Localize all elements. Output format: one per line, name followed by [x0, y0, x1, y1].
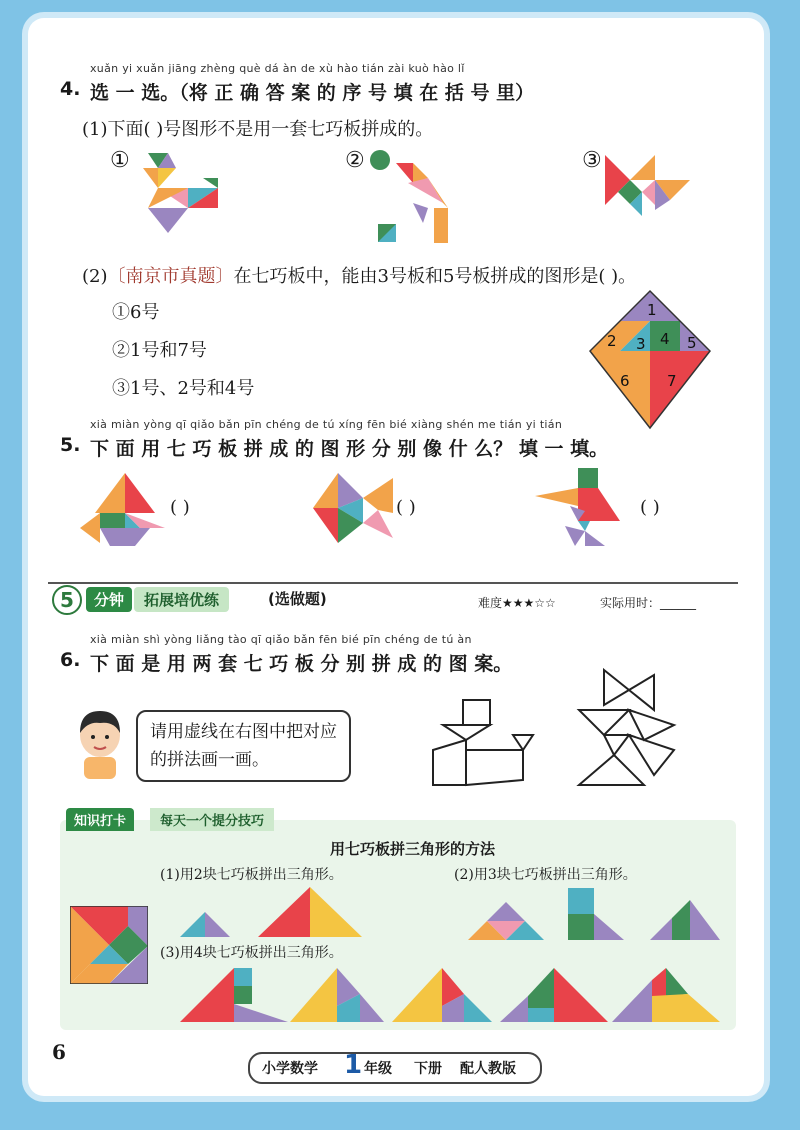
q5-number: 5.: [60, 434, 81, 456]
q4-number: 4.: [60, 78, 81, 100]
q5-blank-2[interactable]: ( ): [396, 497, 416, 518]
boy-avatar: [70, 705, 130, 780]
q4-label-2: ②: [345, 148, 365, 173]
section-time[interactable]: 实际用时：______: [600, 596, 697, 610]
q5-figure-boat: [80, 468, 170, 550]
q5-blank-1[interactable]: ( ): [170, 497, 190, 518]
footer-grade-text: 年级: [364, 1061, 392, 1077]
q4-option-3: ③1号、2号和4号: [112, 378, 255, 399]
tips-tri-4a: [180, 966, 288, 1022]
tips-line-1: (1)用2块七巧板拼出三角形。: [160, 867, 343, 883]
diagram-label-7: 7: [667, 372, 677, 390]
section-label-optional: (选做题): [268, 590, 327, 608]
tips-tab-sub: 每天一个提分技巧: [150, 808, 274, 831]
section-rule: [48, 582, 738, 585]
q4-sub2: [82, 262, 636, 288]
q4-sub2-text: 在七巧板中，能由3号板和5号板拼成的图形是( )。: [233, 266, 637, 287]
tips-tri-3b: [568, 888, 624, 940]
tips-tangram-square: [70, 906, 148, 984]
diagram-label-6: 6: [620, 372, 630, 390]
section-difficulty: 难度★★★☆☆: [478, 596, 556, 610]
tips-title: 用七巧板拼三角形的方法: [330, 840, 496, 858]
diagram-label-1: 1: [647, 301, 657, 319]
tips-tri-4e: [612, 966, 720, 1022]
q4-label-3: ③: [582, 148, 602, 173]
tips-tri-2b: [258, 886, 362, 938]
tips-tri-4d: [500, 966, 608, 1022]
q6-title: 下 面 是 用 两 套 七 巧 板 分 别 拼 成 的 图 案。: [90, 653, 513, 675]
section-label-title: 拓展培优练: [134, 587, 229, 612]
tips-line-2: (2)用3块七巧板拼出三角形。: [454, 867, 637, 883]
q5-figure-fish: [308, 468, 398, 548]
tips-tri-4c: [392, 966, 492, 1022]
footer-term: 下册: [414, 1061, 442, 1077]
page-number: 6: [52, 1040, 66, 1064]
tips-tri-2a: [180, 910, 230, 938]
q4-sub1: (1)下面( )号图形不是用一套七巧板拼成的。: [82, 119, 434, 140]
bubble-line-1: 请用虚线在右图中把对应: [150, 722, 337, 742]
q6-outline-figure[interactable]: [574, 665, 684, 790]
q6-pinyin: xià miàn shì yòng liǎng tào qī qiǎo bǎn fēn bié pīn chéng de tú àn: [90, 633, 472, 646]
diagram-label-5: 5: [687, 334, 697, 352]
q5-blank-3[interactable]: ( ): [640, 497, 660, 518]
tips-tri-3a: [468, 902, 544, 940]
section-label-minutes: 分钟: [86, 587, 132, 612]
tips-line-3: (3)用4块七巧板拼出三角形。: [160, 945, 343, 961]
q5-title: 下 面 用 七 巧 板 拼 成 的 图 形 分 别 像 什 么？ 填 一 填。: [90, 438, 609, 460]
q4-figure-2: [368, 148, 458, 248]
tips-tri-3c: [650, 900, 720, 940]
diagram-label-2: 2: [607, 332, 617, 350]
q4-sub2-tag: 〔南京市真题〕: [107, 266, 234, 287]
q4-option-1: ①6号: [112, 302, 160, 323]
q5-figure-bird: [530, 466, 630, 548]
bubble-line-2: 的拼法画一画。: [150, 750, 269, 770]
section-badge: 5: [52, 585, 82, 615]
tips-tab-main: 知识打卡: [66, 808, 134, 831]
q4-sub2-prefix: (2): [82, 266, 108, 287]
diagram-label-4: 4: [660, 330, 670, 348]
footer-grade-number: 1: [344, 1050, 363, 1080]
footer-subject: 小学数学: [262, 1061, 318, 1077]
q5-pinyin: xià miàn yòng qī qiǎo bǎn pīn chéng de tú xíng fēn bié xiàng shén me tián yi tián: [90, 418, 563, 431]
q6-outline-swan[interactable]: [428, 695, 538, 787]
q4-title: 选 一 选。（将 正 确 答 案 的 序 号 填 在 括 号 里）: [90, 82, 535, 104]
diagram-label-3: 3: [636, 335, 646, 353]
q6-speech-bubble: [136, 710, 351, 782]
q4-tangram-diagram: [575, 288, 725, 438]
q4-figure-bird: [128, 148, 228, 238]
q4-figure-3: [600, 150, 695, 220]
tips-tri-4b: [290, 966, 384, 1022]
footer-edition: 配人教版: [460, 1061, 516, 1077]
q4-pinyin: xuǎn yi xuǎn jiāng zhèng què dá àn de xù hào tián zài kuò hào lǐ: [90, 62, 465, 75]
q6-number: 6.: [60, 649, 81, 671]
q4-label-1: ①: [110, 148, 130, 173]
q4-option-2: ②1号和7号: [112, 340, 207, 361]
